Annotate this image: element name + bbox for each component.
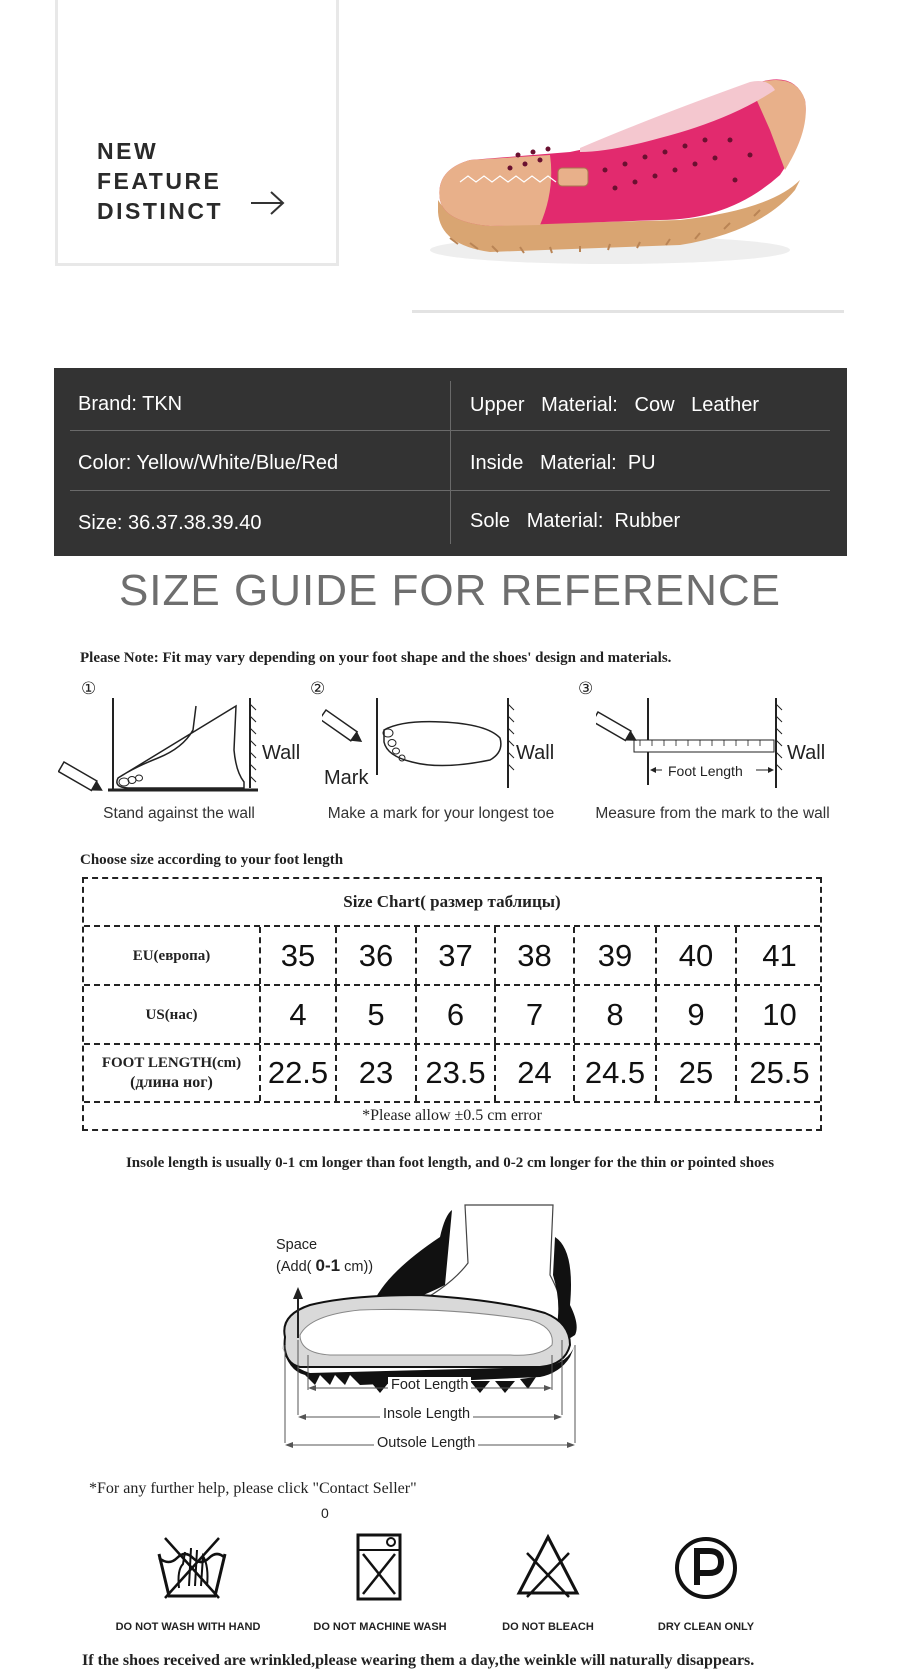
size-guide-title: SIZE GUIDE FOR REFERENCE bbox=[118, 566, 782, 615]
machine-wash-crossed-icon bbox=[355, 1532, 403, 1602]
size-chart-cell: 5 bbox=[335, 986, 415, 1043]
spec-size: Size: 36.37.38.39.40 bbox=[78, 512, 262, 534]
feature-box bbox=[55, 0, 339, 266]
choose-size-note: Choose size according to your foot length bbox=[80, 852, 344, 868]
step-3-caption: Measure from the mark to the wall bbox=[595, 805, 830, 822]
dry-clean-p-icon bbox=[673, 1535, 739, 1601]
size-chart-row-header bbox=[84, 927, 259, 984]
step-1-caption: Stand against the wall bbox=[103, 805, 255, 822]
size-chart-row bbox=[84, 984, 820, 1043]
space-label: Space bbox=[276, 1237, 318, 1253]
add-value: 0-1 bbox=[315, 1256, 341, 1275]
size-chart-cell: 35 bbox=[259, 927, 335, 984]
size-chart-title: Size Chart( размер таблицы) bbox=[343, 892, 561, 911]
care-label-hand: DO NOT WASH WITH HAND bbox=[115, 1621, 261, 1633]
spec-upper-material: Upper Material: Cow Leather bbox=[470, 394, 760, 416]
size-chart-cell: 22.5 bbox=[259, 1045, 335, 1101]
step-2-number: ② bbox=[310, 679, 326, 699]
wrinkle-note: If the shoes received are wrinkled,please wearing them a day,the weinkle will naturally disappears. bbox=[82, 1652, 755, 1669]
spec-sole-material: Sole Material: Rubber bbox=[470, 510, 681, 532]
product-shoe-image bbox=[430, 60, 820, 285]
add-label bbox=[276, 1256, 373, 1276]
size-chart-cell: 40 bbox=[655, 927, 735, 984]
stray-zero: 0 bbox=[321, 1505, 329, 1521]
care-label-machine: DO NOT MACHINE WASH bbox=[313, 1621, 447, 1633]
size-chart-footnote: *Please allow ±0.5 cm error bbox=[84, 1101, 820, 1129]
size-chart-cell: 8 bbox=[573, 986, 655, 1043]
bleach-crossed-icon bbox=[515, 1533, 581, 1599]
care-label-dry-clean: DRY CLEAN ONLY bbox=[657, 1621, 755, 1633]
spec-inside-material: Inside Material: PU bbox=[470, 452, 656, 474]
size-chart-cell: 39 bbox=[573, 927, 655, 984]
outsole-length-label: Outsole Length bbox=[374, 1435, 478, 1451]
size-chart-cell: 9 bbox=[655, 986, 735, 1043]
step-2-caption: Make a mark for your longest toe bbox=[327, 805, 555, 822]
feature-line-3: DISTINCT bbox=[97, 198, 224, 224]
step-2-wall-label: Wall bbox=[516, 742, 555, 764]
foot-length-label: Foot Length bbox=[388, 1377, 471, 1393]
spec-brand: Brand: TKN bbox=[78, 393, 183, 415]
size-chart-cell: 36 bbox=[335, 927, 415, 984]
step-3-foot-length-label: Foot Length bbox=[668, 763, 743, 779]
feature-line-2: FEATURE bbox=[97, 168, 222, 194]
insole-note: Insole length is usually 0-1 cm longer than foot length, and 0-2 cm longer for the thin or pointed shoes bbox=[125, 1155, 775, 1171]
care-label-bleach: DO NOT BLEACH bbox=[502, 1621, 594, 1633]
step-2-mark-label: Mark bbox=[324, 767, 369, 789]
size-chart-table bbox=[82, 877, 822, 1131]
size-chart-cell: 25 bbox=[655, 1045, 735, 1101]
add-prefix: (Add( bbox=[276, 1259, 312, 1275]
spec-row-divider bbox=[70, 490, 830, 491]
size-chart-cell: 25.5 bbox=[735, 1045, 822, 1101]
feature-text bbox=[97, 136, 223, 226]
hero-underline bbox=[412, 310, 844, 313]
add-suffix: cm)) bbox=[344, 1259, 374, 1275]
arrow-right-icon[interactable] bbox=[250, 190, 286, 216]
size-chart-cell: 10 bbox=[735, 986, 822, 1043]
size-chart-cell: 37 bbox=[415, 927, 494, 984]
hand-wash-crossed-icon bbox=[155, 1536, 229, 1602]
size-chart-row-header bbox=[84, 986, 259, 1043]
size-chart-cell: 24.5 bbox=[573, 1045, 655, 1101]
size-chart-row bbox=[84, 1043, 820, 1101]
spec-row-divider bbox=[70, 430, 830, 431]
size-chart-row-header bbox=[84, 1045, 259, 1101]
fit-note: Please Note: Fit may vary depending on your foot shape and the shoes' design and materials. bbox=[80, 650, 672, 666]
size-chart-cell: 24 bbox=[494, 1045, 573, 1101]
step-1-number: ① bbox=[81, 679, 97, 699]
step-1-wall-label: Wall bbox=[262, 742, 301, 764]
size-chart-row-header-line: US(нас) bbox=[145, 1006, 198, 1023]
size-chart-cell: 4 bbox=[259, 986, 335, 1043]
size-chart-row-header-line: (длина ног) bbox=[130, 1074, 213, 1091]
spec-table bbox=[54, 368, 847, 556]
step-3-wall-label: Wall bbox=[787, 742, 826, 764]
size-chart-cell: 23 bbox=[335, 1045, 415, 1101]
size-chart-cell: 38 bbox=[494, 927, 573, 984]
size-chart-row-header-line: FOOT LENGTH(cm) bbox=[101, 1055, 242, 1071]
size-chart-cell: 23.5 bbox=[415, 1045, 494, 1101]
size-chart-cell: 7 bbox=[494, 986, 573, 1043]
spec-color: Color: Yellow/White/Blue/Red bbox=[78, 452, 339, 474]
step-3-number: ③ bbox=[578, 679, 594, 699]
size-chart-cell: 6 bbox=[415, 986, 494, 1043]
spec-divider bbox=[450, 381, 451, 544]
contact-seller-note: *For any further help, please click "Contact Seller" bbox=[89, 1480, 417, 1497]
size-chart-cell: 41 bbox=[735, 927, 822, 984]
feature-line-1: NEW bbox=[97, 138, 159, 164]
size-chart-row-header-line: EU(европа) bbox=[132, 947, 211, 964]
insole-length-label: Insole Length bbox=[380, 1406, 473, 1422]
size-chart-row bbox=[84, 925, 820, 984]
